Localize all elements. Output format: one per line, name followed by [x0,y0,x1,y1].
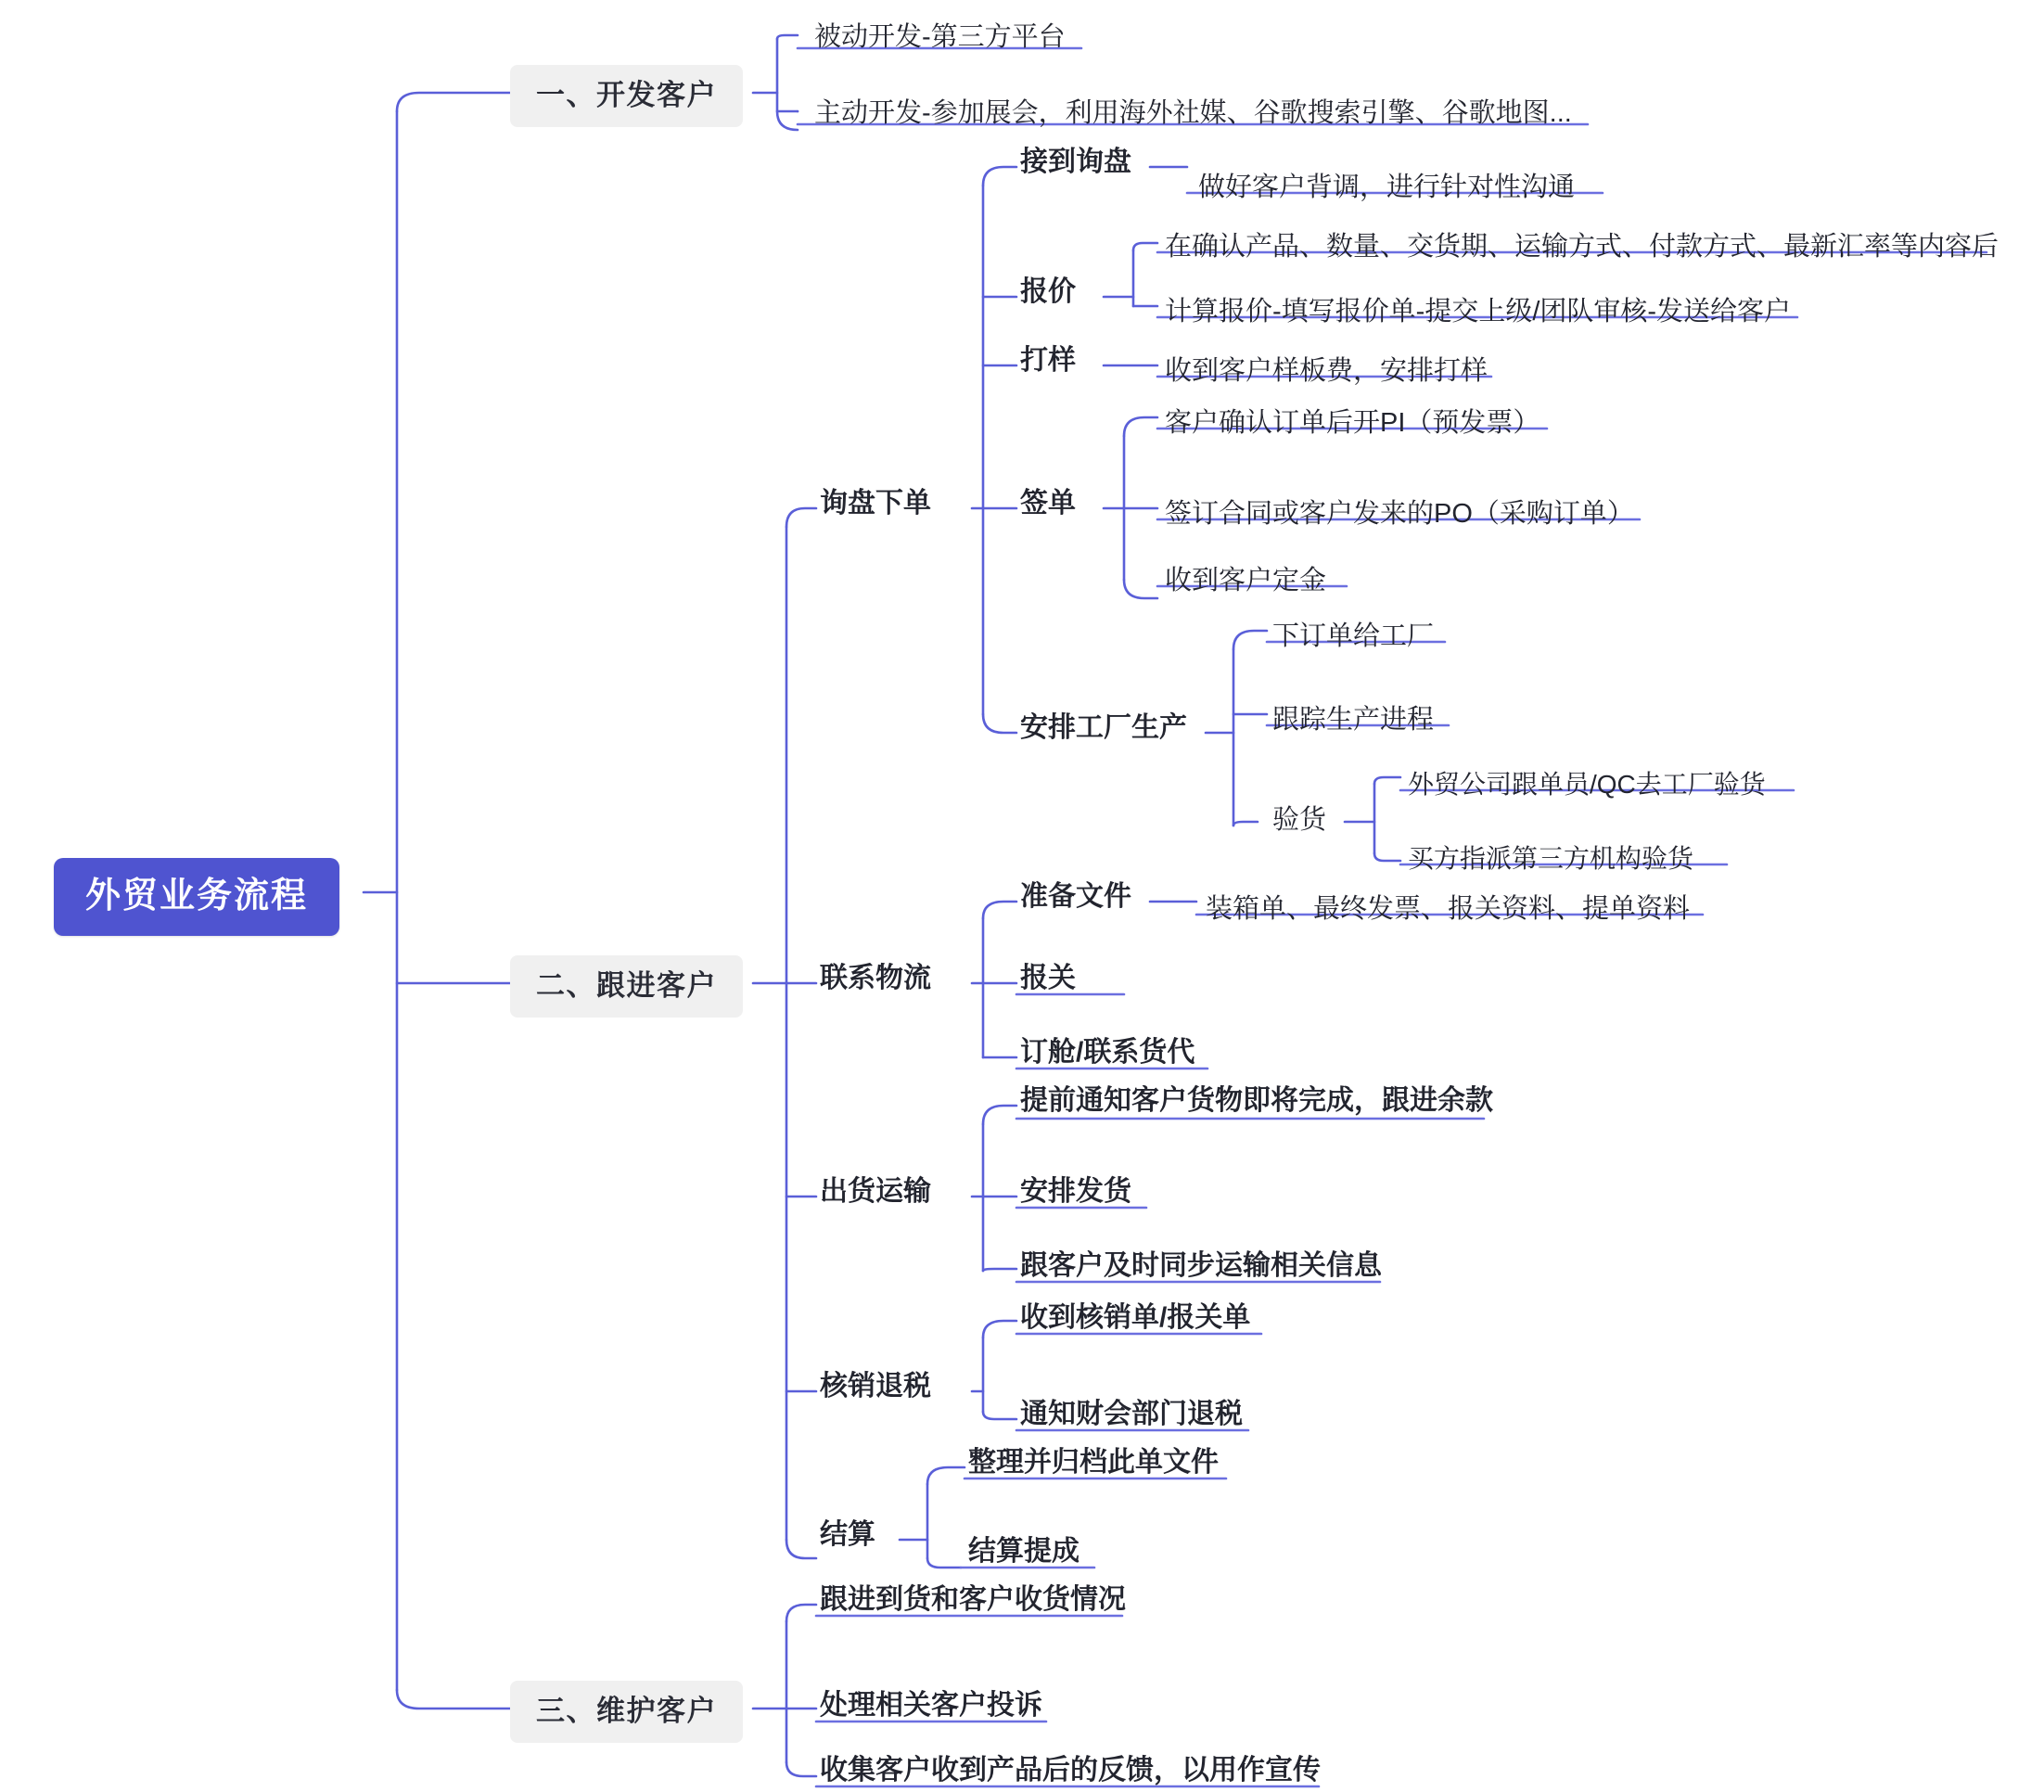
node-settlement[interactable]: 结算 [820,1519,875,1550]
node-quotation-process[interactable]: 计算报价-填写报价单-提交上级/团队审核-发送给客户 [1165,297,1792,326]
node-place-order-factory[interactable]: 下订单给工厂 [1272,621,1435,651]
node-verification-tax-refund[interactable]: 核销退税 [820,1371,931,1402]
node-receive-inquiry[interactable]: 接到询盘 [1020,147,1131,177]
node-notify-customer-balance[interactable]: 提前通知客户货物即将完成，跟进余款 [1020,1085,1493,1116]
node-inspection-by-qc[interactable]: 外贸公司跟单员/QC去工厂验货 [1408,770,1766,799]
node-inquiry-order[interactable]: 询盘下单 [820,488,931,518]
node-quotation-conditions[interactable]: 在确认产品、数量、交货期、运输方式、付款方式、最新汇率等内容后 [1165,232,1999,262]
node-arrange-shipment[interactable]: 安排发货 [1020,1176,1131,1207]
node-receive-deposit[interactable]: 收到客户定金 [1165,566,1327,595]
node-shipment-transport[interactable]: 出货运输 [820,1176,931,1207]
node-commission-settlement[interactable]: 结算提成 [968,1536,1079,1567]
node-prepare-documents[interactable]: 准备文件 [1020,881,1131,912]
node-contact-logistics[interactable]: 联系物流 [820,963,931,993]
node-sample-fee[interactable]: 收到客户样板费，安排打样 [1165,356,1488,386]
node-quotation[interactable]: 报价 [1020,276,1076,307]
node-active-development[interactable]: 主动开发-参加展会，利用海外社媒、谷歌搜索引擎、谷歌地图... [814,98,1572,128]
node-sync-transport-info[interactable]: 跟客户及时同步运输相关信息 [1020,1250,1382,1281]
node-inspection[interactable]: 验货 [1272,805,1327,835]
branch-node-maintain-customer[interactable]: 三、维护客户 [510,1681,743,1743]
node-arrange-factory-production[interactable]: 安排工厂生产 [1020,712,1187,743]
node-issue-pi[interactable]: 客户确认订单后开PI（预发票） [1165,408,1540,438]
node-track-delivery[interactable]: 跟进到货和客户收货情况 [820,1584,1126,1615]
node-track-production[interactable]: 跟踪生产进程 [1272,705,1435,735]
node-customer-background-check[interactable]: 做好客户背调，进行针对性沟通 [1198,173,1576,202]
node-document-list[interactable]: 装箱单、最终发票、报关资料、提单资料 [1206,894,1691,924]
node-inspection-third-party[interactable]: 买方指派第三方机构验货 [1408,844,1694,873]
node-sign-order[interactable]: 签单 [1020,488,1076,518]
node-receive-verification-form[interactable]: 收到核销单/报关单 [1020,1302,1251,1333]
node-archive-documents[interactable]: 整理并归档此单文件 [968,1447,1219,1478]
node-sign-contract-po[interactable]: 签订合同或客户发来的PO（采购订单） [1165,499,1634,529]
node-booking-forwarder[interactable]: 订舱/联系货代 [1020,1037,1195,1068]
node-passive-development[interactable]: 被动开发-第三方平台 [814,22,1066,52]
node-sampling[interactable]: 打样 [1020,345,1076,376]
node-customs-declaration[interactable]: 报关 [1020,963,1076,993]
mindmap-root-node[interactable]: 外贸业务流程 [54,858,339,936]
branch-node-develop-customer[interactable]: 一、开发客户 [510,65,743,127]
node-notify-finance-refund[interactable]: 通知财会部门退税 [1020,1399,1243,1429]
node-collect-feedback[interactable]: 收集客户收到产品后的反馈，以用作宣传 [820,1755,1321,1786]
node-handle-complaints[interactable]: 处理相关客户投诉 [820,1690,1042,1721]
branch-node-follow-up-customer[interactable]: 二、跟进客户 [510,955,743,1018]
